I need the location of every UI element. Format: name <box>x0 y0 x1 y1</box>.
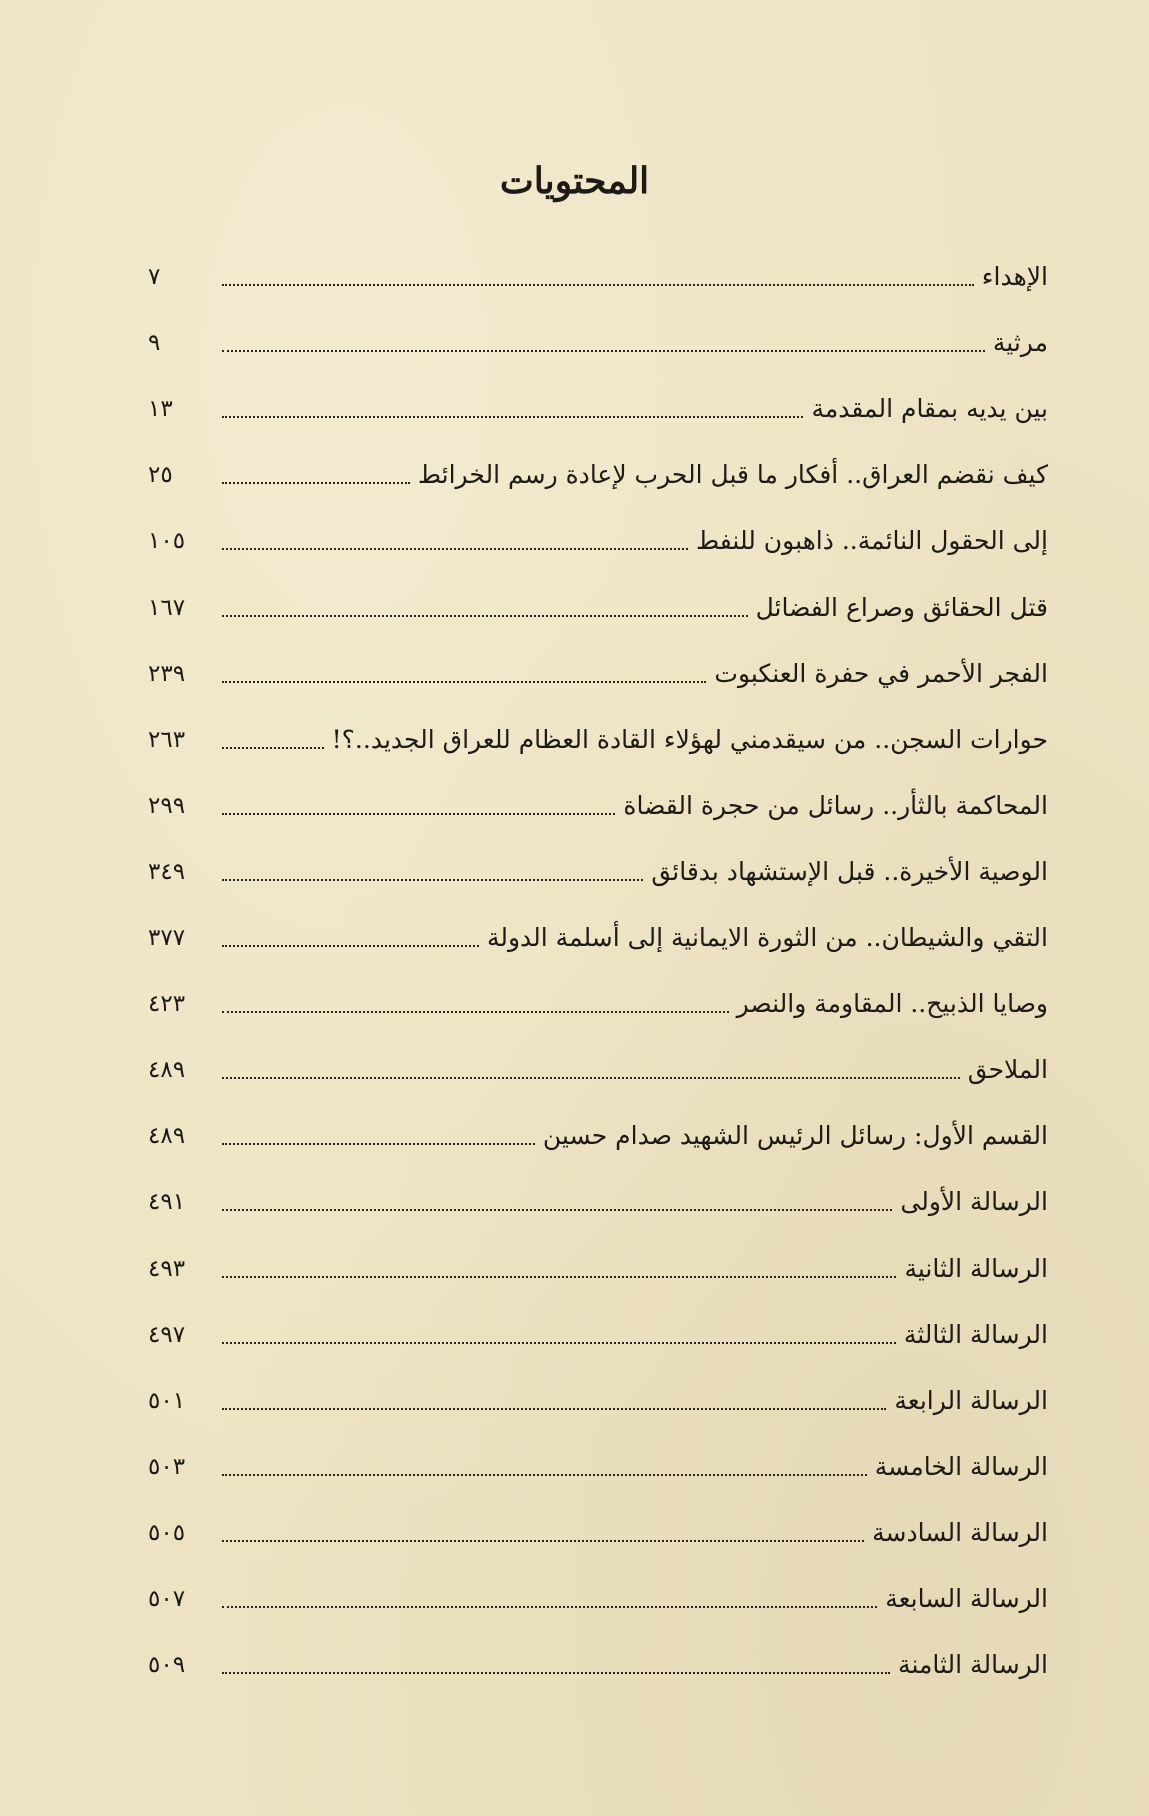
table-of-contents <box>148 240 1048 1694</box>
dot-leader <box>222 1209 892 1211</box>
dot-leader <box>222 1672 890 1674</box>
dot-leader <box>222 615 748 617</box>
dot-leader <box>222 1342 896 1344</box>
dot-leader <box>222 879 643 881</box>
toc-entry <box>148 570 1048 636</box>
toc-entry-title: الفجر الأحمر في حفرة العنكبوت <box>714 658 1048 688</box>
toc-entry-title: بين يديه بمقام المقدمة <box>811 394 1048 424</box>
toc-entry <box>148 1165 1048 1231</box>
toc-entry <box>148 1430 1048 1496</box>
dot-leader <box>222 1474 867 1476</box>
toc-entry-page-number: ٤٩٧ <box>148 1321 186 1348</box>
dot-leader <box>222 1077 960 1079</box>
toc-entry <box>148 1628 1048 1694</box>
toc-entry <box>148 703 1048 769</box>
toc-entry-title: وصايا الذبيح.. المقاومة والنصر <box>736 989 1048 1019</box>
toc-entry <box>148 372 1048 438</box>
toc-entry-page-number: ٣٤٩ <box>148 858 186 885</box>
toc-entry-page-number: ١٠٥ <box>148 528 186 555</box>
dot-leader <box>222 813 615 815</box>
toc-entry-page-number: ٧ <box>148 264 161 291</box>
page-title: المحتويات <box>499 160 650 202</box>
toc-entry <box>148 637 1048 703</box>
toc-entry-title: الرسالة الرابعة <box>894 1385 1048 1415</box>
toc-entry <box>148 769 1048 835</box>
toc-entry-title: التقي والشيطان.. من الثورة الايمانية إلى أسلمة الدولة <box>486 923 1048 953</box>
toc-entry-title: الرسالة الثالثة <box>903 1319 1048 1349</box>
dot-leader <box>222 747 324 749</box>
toc-entry-page-number: ٤٢٣ <box>148 991 186 1018</box>
toc-entry-page-number: ١٦٧ <box>148 594 186 621</box>
toc-entry-page-number: ٢٥ <box>148 462 173 489</box>
toc-entry-page-number: ٤٨٩ <box>148 1123 186 1150</box>
toc-entry <box>148 967 1048 1033</box>
toc-entry-title: كيف نقضم العراق.. أفكار ما قبل الحرب لإعادة رسم الخرائط <box>417 460 1048 490</box>
dot-leader <box>222 1540 864 1542</box>
dot-leader <box>222 1606 877 1608</box>
toc-entry-title: إلى الحقول النائمة.. ذاهبون للنفط <box>696 526 1048 556</box>
toc-entry <box>148 1298 1048 1364</box>
dot-leader <box>222 1143 535 1145</box>
toc-entry <box>148 1364 1048 1430</box>
toc-entry-title: الرسالة الثامنة <box>898 1650 1048 1680</box>
toc-entry-title: الرسالة الأولى <box>900 1187 1048 1217</box>
toc-entry-page-number: ١٣ <box>148 396 173 423</box>
dot-leader <box>222 350 985 352</box>
toc-entry-title: حوارات السجن.. من سيقدمني لهؤلاء القادة العظام للعراق الجديد..؟! <box>331 724 1048 754</box>
toc-entry <box>148 504 1048 570</box>
dot-leader <box>222 1408 886 1410</box>
toc-entry-page-number: ٤٩١ <box>148 1189 186 1216</box>
toc-entry-title: المحاكمة بالثأر.. رسائل من حجرة القضاة <box>623 790 1048 820</box>
toc-entry-page-number: ٤٨٩ <box>148 1057 186 1084</box>
toc-entry-title: مرثية <box>992 328 1048 358</box>
toc-entry <box>148 240 1048 306</box>
toc-entry-title: الرسالة الخامسة <box>874 1451 1048 1481</box>
dot-leader <box>222 416 803 418</box>
toc-entry <box>148 1496 1048 1562</box>
toc-entry-title: الرسالة الثانية <box>904 1253 1048 1283</box>
dot-leader <box>222 1276 896 1278</box>
toc-entry-title: قتل الحقائق وصراع الفضائل <box>755 592 1048 622</box>
toc-entry-title: القسم الأول: رسائل الرئيس الشهيد صدام حسين <box>542 1121 1048 1151</box>
toc-entry-page-number: ٥٠٣ <box>148 1453 186 1480</box>
toc-entry-page-number: ٥٠٩ <box>148 1652 186 1679</box>
toc-entry-title: الملاحق <box>967 1055 1048 1085</box>
dot-leader <box>222 681 706 683</box>
toc-entry-page-number: ٥٠٧ <box>148 1585 186 1612</box>
toc-entry-title: الرسالة السادسة <box>872 1517 1048 1547</box>
toc-entry-page-number: ٥٠٥ <box>148 1519 186 1546</box>
dot-leader <box>222 482 410 484</box>
toc-entry-title: الوصية الأخيرة.. قبل الإستشهاد بدقائق <box>651 856 1048 886</box>
toc-entry <box>148 1099 1048 1165</box>
toc-entry <box>148 835 1048 901</box>
toc-entry-page-number: ٩ <box>148 330 161 357</box>
toc-entry-page-number: ٣٧٧ <box>148 925 186 952</box>
dot-leader <box>222 284 974 286</box>
toc-entry-page-number: ٢٩٩ <box>148 792 186 819</box>
toc-entry <box>148 438 1048 504</box>
dot-leader <box>222 1011 729 1013</box>
toc-entry-page-number: ٤٩٣ <box>148 1255 186 1282</box>
toc-entry-page-number: ٢٣٩ <box>148 660 186 687</box>
dot-leader <box>222 548 688 550</box>
toc-entry <box>148 1562 1048 1628</box>
toc-entry <box>148 1033 1048 1099</box>
toc-entry <box>148 1231 1048 1297</box>
toc-entry-page-number: ٢٦٣ <box>148 726 186 753</box>
toc-entry-page-number: ٥٠١ <box>148 1387 186 1414</box>
dot-leader <box>222 945 479 947</box>
toc-entry-title: الإهداء <box>981 262 1048 292</box>
toc-entry <box>148 306 1048 372</box>
toc-entry-title: الرسالة السابعة <box>885 1583 1048 1613</box>
toc-entry <box>148 901 1048 967</box>
